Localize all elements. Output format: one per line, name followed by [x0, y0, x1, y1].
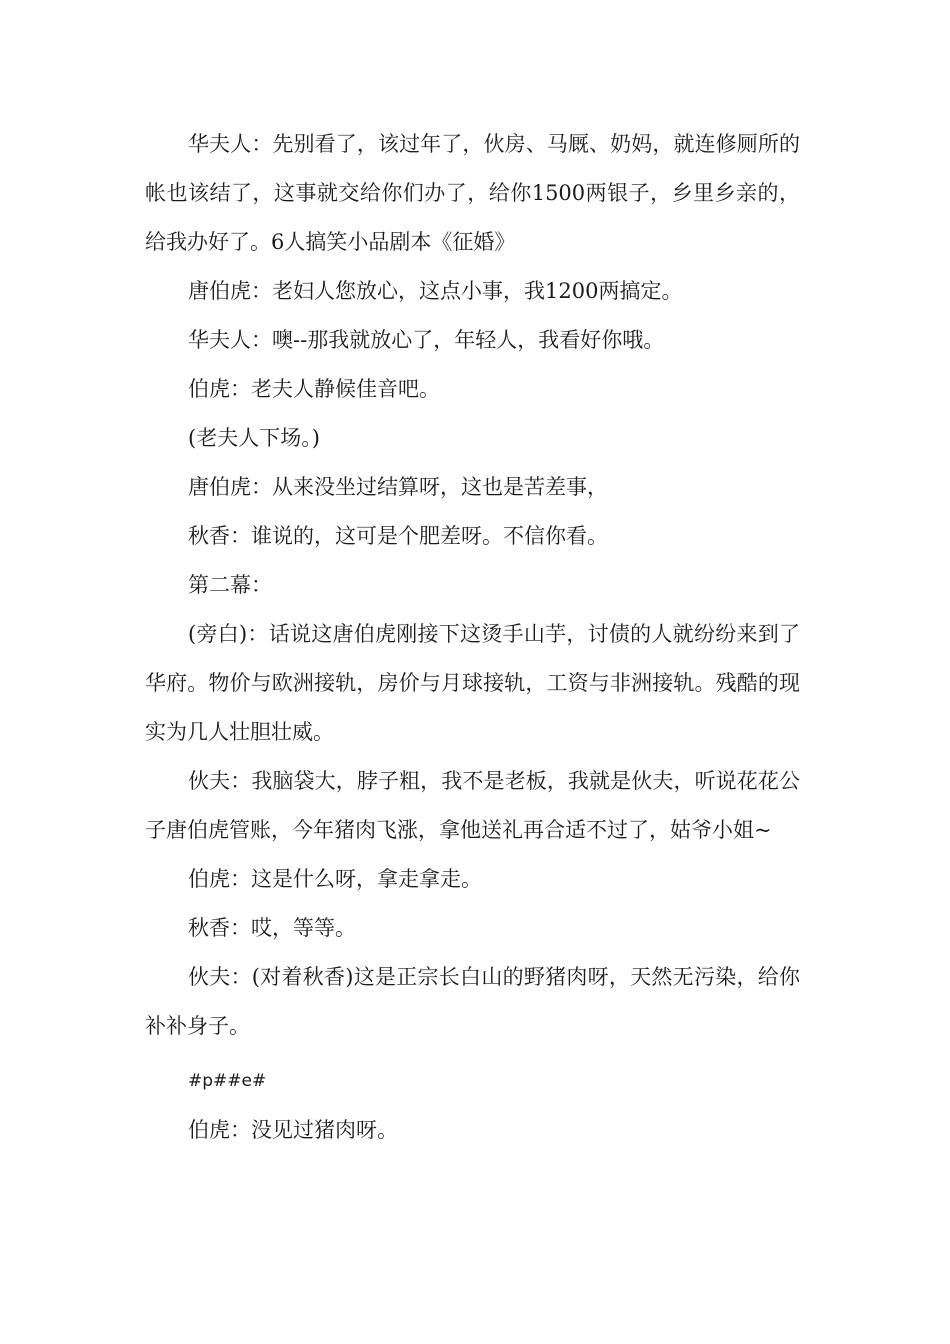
- paragraph-5: (老夫人下场。): [188, 426, 320, 450]
- paragraph-6: 唐伯虎：从来没坐过结算呀，这也是苦差事，: [188, 475, 608, 499]
- scene-heading: 第二幕：: [188, 573, 272, 597]
- paragraph-1: 华夫人：先别看了，该过年了，伙房、马厩、奶妈，就连修厕所的帐也该结了，这事就交给你们办了，给你1500两银子，乡里乡亲的，给我办好了。6人搞笑小品剧本《征婚》: [145, 132, 800, 254]
- paragraph-13: 伙夫：(对着秋香)这是正宗长白山的野猪肉呀，天然无污染，给你补补身子。: [145, 965, 800, 1038]
- paragraph-last: 伯虎：没见过猪肉呀。: [188, 1118, 398, 1142]
- paragraph-2: 唐伯虎：老妇人您放心，这点小事，我1200两搞定。: [188, 279, 683, 303]
- paragraph-10: 伙夫：我脑袋大，脖子粗，我不是老板，我就是伙夫，听说花花公子唐伯虎管账，今年猪肉飞涨，拿他送礼再合适不过了，姑爷小姐~: [145, 769, 800, 842]
- paragraph-4: 伯虎：老夫人静候佳音吧。: [188, 377, 440, 401]
- paragraph-12: 秋香：哎，等等。: [188, 916, 356, 940]
- paragraph-7: 秋香：谁说的，这可是个肥差呀。不信你看。: [188, 524, 608, 548]
- page-break-marker: #p##e#: [188, 1071, 267, 1091]
- paragraph-3: 华夫人：噢--那我就放心了，年轻人，我看好你哦。: [188, 328, 665, 352]
- paragraph-11: 伯虎：这是什么呀，拿走拿走。: [188, 867, 482, 891]
- document-body: [145, 120, 800, 1155]
- paragraph-narration: (旁白)：话说这唐伯虎刚接下这烫手山芋，讨债的人就纷纷来到了华府。物价与欧洲接轨，房价与月球接轨，工资与非洲接轨。残酷的现实为几人壮胆壮威。: [145, 622, 800, 744]
